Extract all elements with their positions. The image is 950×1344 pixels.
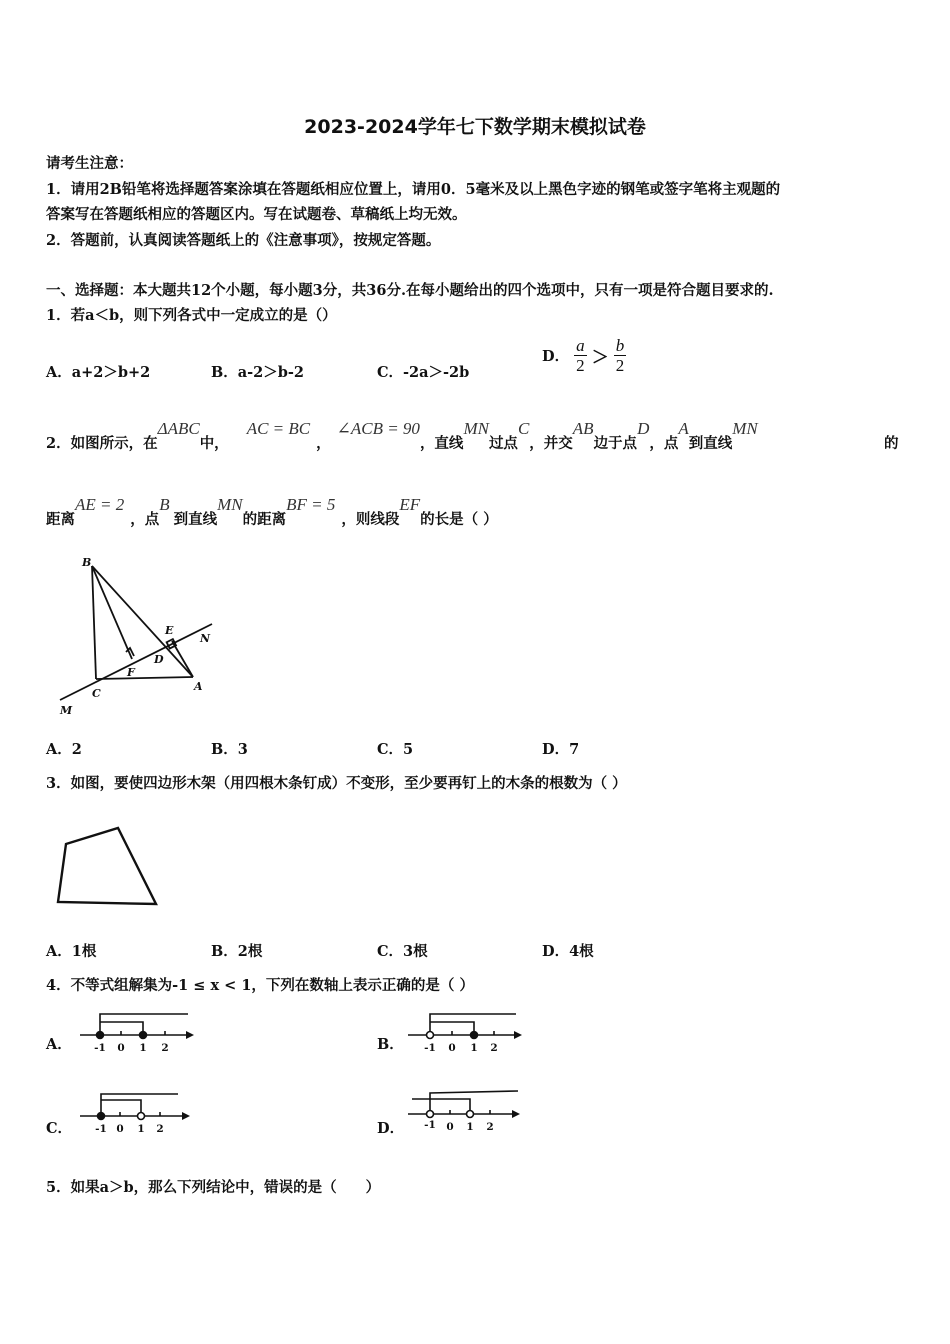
- q3-option-a[interactable]: A．1根: [46, 943, 97, 960]
- q4-numberline-a[interactable]: [78, 1008, 198, 1056]
- line-mn: [60, 624, 212, 700]
- q4-option-c[interactable]: C．: [46, 1120, 73, 1137]
- svg-text:1: 1: [139, 1042, 147, 1054]
- notice-line-1: 1．请用2B铅笔将选择题答案涂填在答题纸相应位置上，请用0．5毫米及以上黑色字迹的钢笔或签字笔将主观题的: [46, 181, 781, 198]
- segment-bf: [92, 566, 132, 659]
- side-ca: [96, 677, 193, 679]
- fig-label-e: E: [165, 624, 174, 637]
- svg-text:-1: -1: [95, 1123, 107, 1135]
- q3-option-d[interactable]: D．4根: [542, 943, 594, 960]
- q3-option-b[interactable]: B．2根: [211, 943, 263, 960]
- fig-label-b: B: [82, 556, 92, 569]
- section-heading: 一、选择题：本大题共12个小题，每小题3分，共36分.在每小题给出的四个选项中，只有一项是符合题目要求的.: [46, 282, 774, 299]
- svg-text:0: 0: [448, 1042, 456, 1054]
- q3-stem: 3．如图，要使四边形木架（用四根木条钉成）不变形，至少要再钉上的木条的根数为（ ）: [46, 775, 627, 792]
- svg-text:0: 0: [116, 1123, 124, 1135]
- q1-d-fraction-a: $\frac{a}{2}$: [576, 336, 585, 375]
- q2-stem-line1-end: 的: [884, 435, 899, 452]
- svg-text:-1: -1: [424, 1119, 436, 1131]
- svg-text:1: 1: [466, 1121, 474, 1133]
- svg-text:-1: -1: [94, 1042, 106, 1054]
- q4-numberline-c[interactable]: [78, 1090, 198, 1138]
- q1-option-d[interactable]: D． $\frac{a}{2}$ ＞ $\frac{b}{2}$: [542, 336, 625, 375]
- q1-option-c[interactable]: C．-2a＞-2b: [377, 364, 470, 381]
- q4-option-d[interactable]: D．: [377, 1120, 405, 1137]
- q2-option-a[interactable]: A．2: [46, 741, 82, 758]
- fig-label-d: D: [154, 653, 164, 666]
- q2-option-d[interactable]: D．7: [542, 741, 580, 758]
- notice-heading: 请考生注意：: [46, 155, 133, 172]
- svg-text:2: 2: [490, 1042, 498, 1054]
- q2-option-c[interactable]: C．5: [377, 741, 414, 758]
- q4-numberline-d[interactable]: [406, 1088, 526, 1136]
- svg-text:0: 0: [446, 1121, 454, 1133]
- fig-label-m: M: [60, 704, 73, 717]
- svg-text:2: 2: [486, 1121, 494, 1133]
- q4-option-b[interactable]: B．: [377, 1036, 404, 1053]
- q2-stem-line1: 2．如图所示，在ΔABC中，AC = BC，∠ACB = 90，直线MN过点C，并交AB边于点D，点A到直线MN: [46, 419, 758, 452]
- side-bc: [92, 566, 96, 679]
- q1-stem: 1．若a＜b，则下列各式中一定成立的是（）: [46, 307, 337, 324]
- notice-line-3: 2．答题前，认真阅读答题纸上的《注意事项》，按规定答题。: [46, 232, 441, 249]
- notice-line-2: 答案写在答题纸相应的答题区内。写在试题卷、草稿纸上均无效。: [46, 206, 467, 223]
- fig-label-c: C: [92, 687, 101, 700]
- svg-text:1: 1: [470, 1042, 478, 1054]
- fig-label-f: F: [127, 666, 135, 679]
- q1-d-fraction-b: $\frac{b}{2}$: [615, 336, 625, 375]
- q2-stem-line2: 距离AE = 2，点B到直线MN的距离BF = 5，则线段EF的长是（ ）: [46, 495, 498, 528]
- fig-label-n: N: [200, 632, 211, 645]
- q1-option-b[interactable]: B．a-2＞b-2: [211, 364, 305, 381]
- q4-numberline-b[interactable]: [406, 1008, 526, 1056]
- q2-option-b[interactable]: B．3: [211, 741, 248, 758]
- q2-triangle-figure: [52, 552, 222, 722]
- side-ab: [92, 566, 193, 677]
- svg-text:2: 2: [156, 1123, 164, 1135]
- q4-stem: 4．不等式组解集为-1 ≤ x < 1，下列在数轴上表示正确的是（ ）: [46, 977, 474, 994]
- svg-text:0: 0: [117, 1042, 125, 1054]
- q3-quadrilateral-figure: [52, 822, 164, 912]
- q5-stem: 5．如果a＞b，那么下列结论中，错误的是（ ）: [46, 1179, 381, 1196]
- svg-text:2: 2: [161, 1042, 169, 1054]
- q4-option-a[interactable]: A．: [46, 1036, 72, 1053]
- page-title: 2023-2024学年七下数学期末模拟试卷: [304, 116, 646, 138]
- q1-option-d-label: D．: [542, 348, 570, 365]
- q3-option-c[interactable]: C．3根: [377, 943, 428, 960]
- svg-text:1: 1: [137, 1123, 145, 1135]
- svg-text:-1: -1: [424, 1042, 436, 1054]
- fig-label-a: A: [194, 680, 203, 693]
- q1-option-a[interactable]: A．a+2＞b+2: [46, 364, 151, 381]
